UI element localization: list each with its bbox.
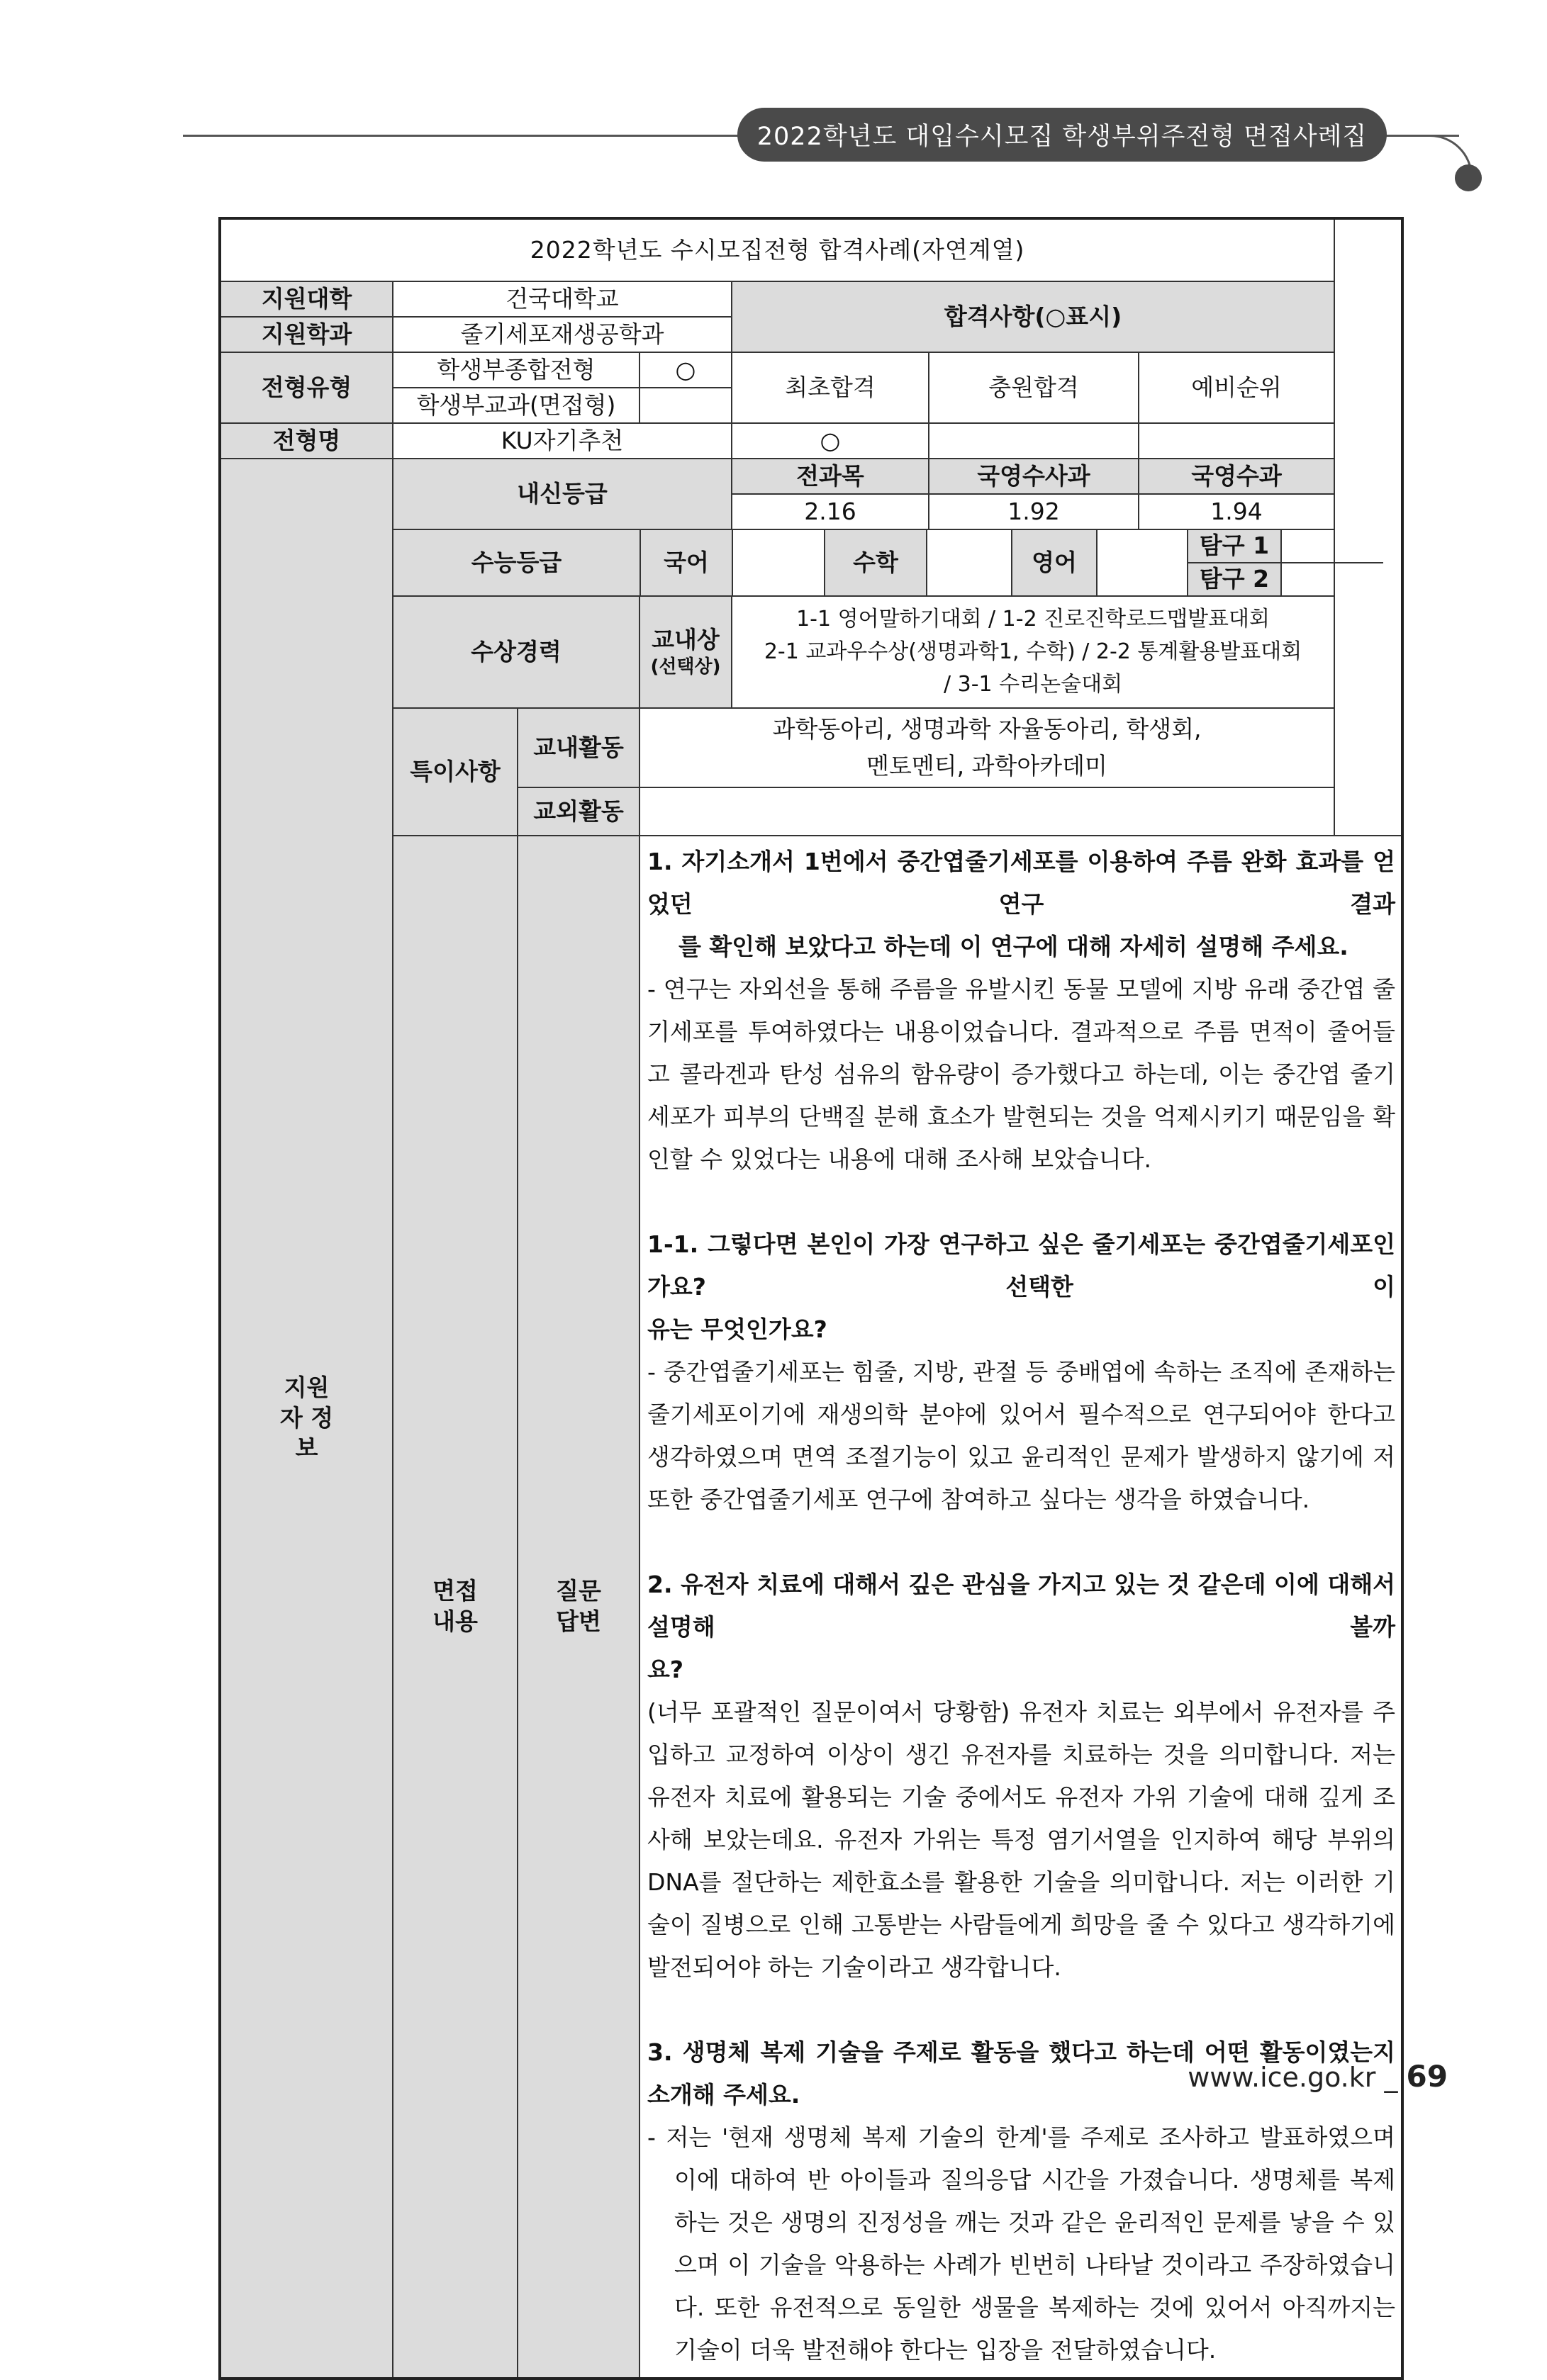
in-school-activity [640, 708, 1334, 787]
page-footer [1188, 2059, 1448, 2094]
label-university: 지원대학 [220, 281, 393, 317]
result-col-first: 최초합격 [732, 352, 929, 423]
label-special: 특이사항 [393, 708, 518, 836]
admission-type-2: 학생부교과(면접형) [393, 388, 640, 423]
label-suneung: 수능등급 [393, 530, 640, 595]
gpa-value-all: 2.16 [732, 494, 929, 529]
university-value: 건국대학교 [393, 281, 732, 317]
admission-name-value: KU자기추천 [393, 423, 732, 459]
result-mark-waitlist [1139, 423, 1334, 459]
suneung-inquiry2-label: 탐구 2 [1188, 563, 1281, 595]
answer-1: - 연구는 자외선을 통해 주름을 유발시킨 동물 모델에 지방 유래 중간엽 줄기세포를 투여하였다는 내용이었습니다. 결과적으로 주름 면적이 줄어들고 콜라겐과 탄성 섬유의 함유량이 증가했다고 하는데, 이는 중간엽 줄기세포가 피부의 단백질 분해 효소가 발현되는 것을 억제시키기 때문임을 확인할 수 있었다는 내용에 대해 조사해 보았습니다. [647, 975, 1395, 1173]
admission-case-table [218, 217, 1407, 2380]
question-3-cont: 요? [647, 1656, 684, 1683]
award-line: 2-1 교과우수상(생명과학1, 수학) / 2-2 통계활용발표대회 [764, 639, 1302, 664]
question-4: 3. 생명체 복제 기술을 주제로 활동을 했다고 하는데 어떤 활동이였는지 소개해 주세요. [647, 2038, 1395, 2109]
label-out-school: 교외활동 [518, 787, 640, 836]
question-3 [647, 1564, 1395, 1649]
suneung-english-value [1097, 530, 1188, 595]
header-dot-icon [1455, 164, 1482, 191]
awards-sub-bottom: (선택상) [650, 656, 721, 678]
suneung-inquiry2-value [1281, 563, 1383, 595]
applicant-info-text: 지원자 정보 [279, 1373, 334, 1462]
awards-list [732, 596, 1334, 708]
question-line: 를 확인해 보았다고 하는데 이 연구에 대해 자세히 설명해 주세요. [678, 933, 1348, 960]
answer-3: (너무 포괄적인 질문이여서 당황함) 유전자 치료는 외부에서 유전자를 주입하고 교정하여 이상이 생긴 유전자를 치료하는 것을 의미합니다. 저는 유전자 치료에 활용되는 기술 중에서도 유전자 가위 기술에 대해 깊게 조사해 보았는데요. 유전자 가위는 특정 염기서열을 인지하여 해당 부위의 DNA를 절단하는 제한효소를 활용한 기술을 의미합니다. 저는 이러한 기술이 질병으로 인해 고통받는 사람들에게 희망을 줄 수 있다고 생각하기에 발전되어야 하는 기술이라고 생각합니다. [647, 1698, 1395, 1981]
label-interview [393, 836, 518, 2379]
result-mark-added [929, 423, 1139, 459]
result-col-waitlist: 예비순위 [1139, 352, 1334, 423]
answer-4: - 저는 '현재 생명체 복제 기술의 한계'를 주제로 조사하고 발표하였으며 이에 대하여 반 아이들과 질의응답 시간을 가졌습니다. 생명체를 복제하는 것은 생명의 진정성을 깨는 것과 같은 윤리적인 문제를 낳을 수 있으며 이 기술을 악용하는 사례가 빈번히 나타날 것이라고 주장하였습니다. 또한 유전적으로 동일한 생물을 복제하는 것에 있어서 아직까지는 기술이 더욱 발전해야 한다는 입장을 전달하였습니다. [647, 2123, 1395, 2364]
gpa-col-5: 국영수사과 [929, 459, 1139, 494]
answer-2: - 중간엽줄기세포는 힘줄, 지방, 관절 등 중배엽에 속하는 조직에 존재하는 줄기세포이기에 재생의학 분야에 있어서 필수적으로 연구되어야 한다고 생각하였으며 면역 조절기능이 있고 윤리적인 문제가 발생하지 않기에 저 또한 중간엽줄기세포 연구에 참여하고 싶다는 생각을 하였습니다. [647, 1358, 1395, 1513]
admission-type-1-mark: ○ [640, 352, 732, 388]
out-school-activity [640, 787, 1334, 836]
result-mark-first: ○ [732, 423, 929, 459]
result-col-added: 충원합격 [929, 352, 1139, 423]
gpa-value-4: 1.94 [1139, 494, 1334, 529]
footer-site: www.ice.go.kr _ [1188, 2062, 1407, 2093]
suneung-korean-label: 국어 [640, 530, 732, 595]
gpa-col-all: 전과목 [732, 459, 929, 494]
label-gpa: 내신등급 [393, 459, 732, 529]
suneung-inquiry1-label: 탐구 1 [1188, 530, 1281, 563]
gpa-col-4: 국영수과 [1139, 459, 1334, 494]
suneung-english-label: 영어 [1012, 530, 1097, 595]
label-in-school: 교내활동 [518, 708, 640, 787]
label-admission-type: 전형유형 [220, 352, 393, 423]
award-line: 1-1 영어말하기대회 / 1-2 진로진학로드맵발표대회 [796, 607, 1270, 632]
label-qa [518, 836, 640, 2379]
awards-sub-top: 교내상 [652, 625, 720, 653]
question-1 [647, 841, 1395, 926]
suneung-math-value [927, 530, 1012, 595]
page-title: 2022학년도 수시모집전형 합격사례(자연계열) [220, 218, 1334, 281]
label-awards-sub [640, 596, 732, 708]
award-line: / 3-1 수리논술대회 [944, 672, 1123, 697]
suneung-korean-value [732, 530, 825, 595]
suneung-inquiry1-value [1281, 530, 1383, 563]
qa-content [640, 836, 1402, 2379]
admission-type-2-mark [640, 388, 732, 423]
label-applicant-info [220, 459, 393, 2379]
question-line: 1-1. 그렇다면 본인이 가장 연구하고 싶은 줄기세포는 중간엽줄기세포인가요? 선택한 이 [647, 1230, 1395, 1301]
question-line: 2. 유전자 치료에 대해서 깊은 관심을 가지고 있는 것 같은데 이에 대해서 설명해 볼까 [647, 1571, 1395, 1641]
suneung-math-label: 수학 [825, 530, 927, 595]
suneung-row [393, 529, 1334, 596]
question-2-cont: 유는 무엇인가요? [647, 1315, 827, 1343]
in-school-line: 멘토멘티, 과학아카데미 [866, 752, 1107, 780]
question-1-cont [647, 926, 1395, 968]
admission-type-1: 학생부종합전형 [393, 352, 640, 388]
page-number: 69 [1406, 2059, 1448, 2094]
department-value: 줄기세포재생공학과 [393, 317, 732, 352]
question-2 [647, 1223, 1395, 1308]
label-admission-name: 전형명 [220, 423, 393, 459]
running-title: 2022학년도 대입수시모집 학생부위주전형 면접사례집 [737, 108, 1387, 162]
interview-text: 면접 내용 [432, 1577, 478, 1635]
label-department: 지원학과 [220, 317, 393, 352]
label-awards: 수상경력 [393, 596, 640, 708]
qa-text: 질문 답변 [556, 1577, 601, 1635]
question-line: 1. 자기소개서 1번에서 중간엽줄기세포를 이용하여 주름 완화 효과를 얻었던 연구 결과 [647, 848, 1395, 918]
result-header: 합격사항(○표시) [732, 281, 1334, 352]
gpa-value-5: 1.92 [929, 494, 1139, 529]
in-school-line: 과학동아리, 생명과학 자율동아리, 학생회, [772, 715, 1202, 743]
